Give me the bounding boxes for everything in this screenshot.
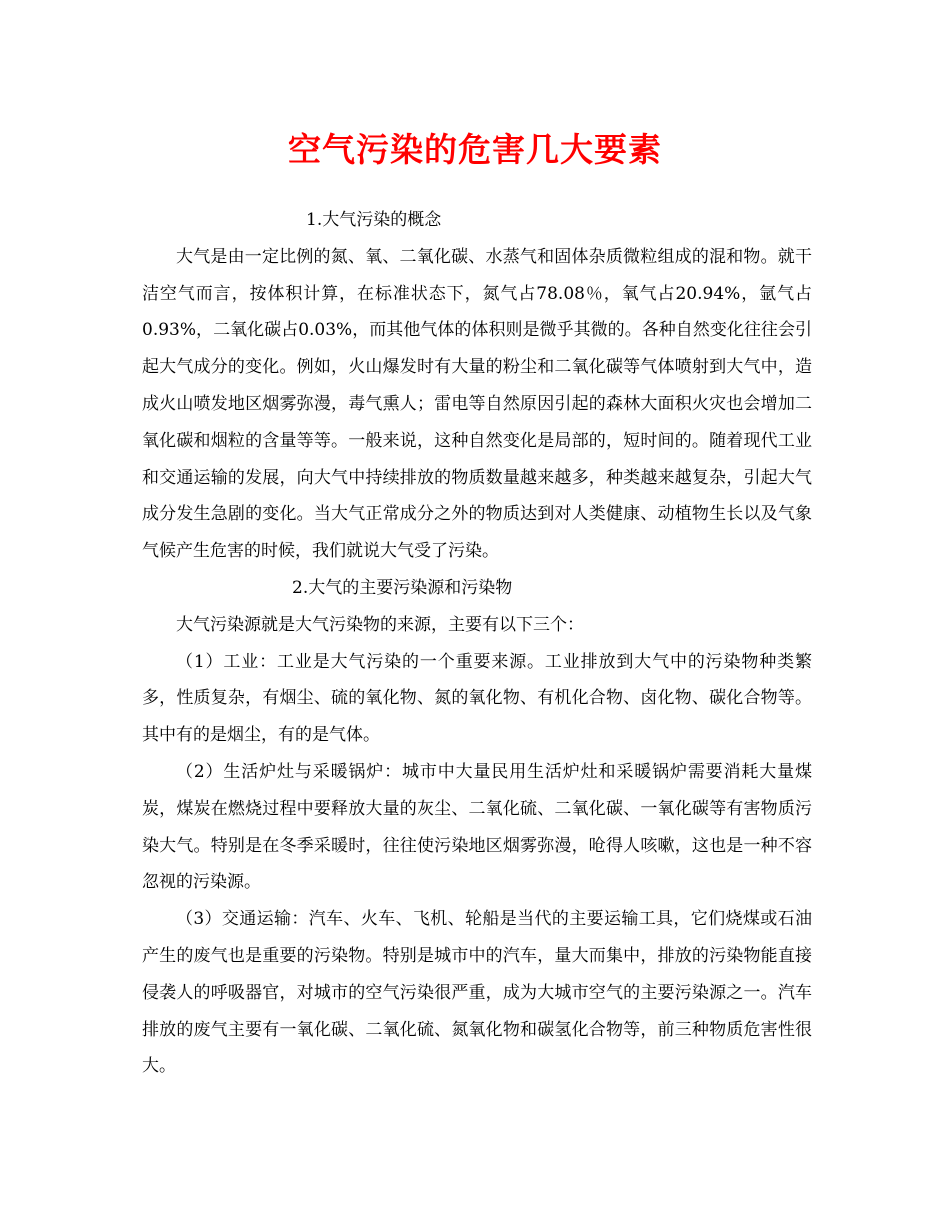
document-title: 空气污染的危害几大要素 xyxy=(288,130,662,169)
document-body xyxy=(142,202,812,1085)
section-concept xyxy=(142,202,812,570)
paragraph: 大气是由一定比例的氮、氧、二氧化碳、水蒸气和固体杂质微粒组成的混和物。就干洁空气而言，按体积计算，在标准状态下，氮气占78.08％，氧气占20.94%，氩气占0.93%，二氧化碳占0.03%，而其他气体的体积则是微乎其微的。各种自然变化往往会引起大气成分的变化。例如，火山爆发时有大量的粉尘和二氧化碳等气体喷射到大气中，造成火山喷发地区烟雾弥漫，毒气熏人；雷电等自然原因引起的森林大面积火灾也会增加二氧化碳和烟粒的含量等等。一般来说，这种自然变化是局部的，短时间的。随着现代工业和交通运输的发展，向大气中持续排放的物质数量越来越多，种类越来越复杂，引起大气成分发生急剧的变化。当大气正常成分之外的物质达到对人类健康、动植物生长以及气象气候产生危害的时候，我们就说大气受了污染。 xyxy=(142,246,812,562)
paragraph-industry: （1）工业：工业是大气污染的一个重要来源。工业排放到大气中的污染物种类繁多，性质复杂，有烟尘、硫的氧化物、氮的氧化物、有机化合物、卤化物、碳化合物等。其中有的是烟尘，有的是气体。 xyxy=(142,651,812,746)
section-heading: 2.大气的主要污染源和污染物 xyxy=(292,577,513,598)
section-pollution-sources xyxy=(142,570,812,1085)
paragraph: 大气污染源就是大气污染物的来源，主要有以下三个： xyxy=(176,614,584,635)
paragraph-household-heating: （2）生活炉灶与采暖锅炉：城市中大量民用生活炉灶和采暖锅炉需要消耗大量煤炭，煤炭在燃烧过程中要释放大量的灰尘、二氧化硫、二氧化碳、一氧化碳等有害物质污染大气。特别是在冬季采暖时，往往使污染地区烟雾弥漫，呛得人咳嗽，这也是一种不容忽视的污染源。 xyxy=(142,761,812,893)
section-heading: 1.大气污染的概念 xyxy=(306,210,442,230)
paragraph-transportation: （3）交通运输：汽车、火车、飞机、轮船是当代的主要运输工具，它们烧煤或石油产生的废气也是重要的污染物。特别是城市中的汽车，量大而集中，排放的污染物能直接侵袭人的呼吸器官，对城市的空气污染很严重，成为大城市空气的主要污染源之一。汽车排放的废气主要有一氧化碳、二氧化硫、氮氧化物和碳氢化合物等，前三种物质危害性很大。 xyxy=(142,909,812,1077)
